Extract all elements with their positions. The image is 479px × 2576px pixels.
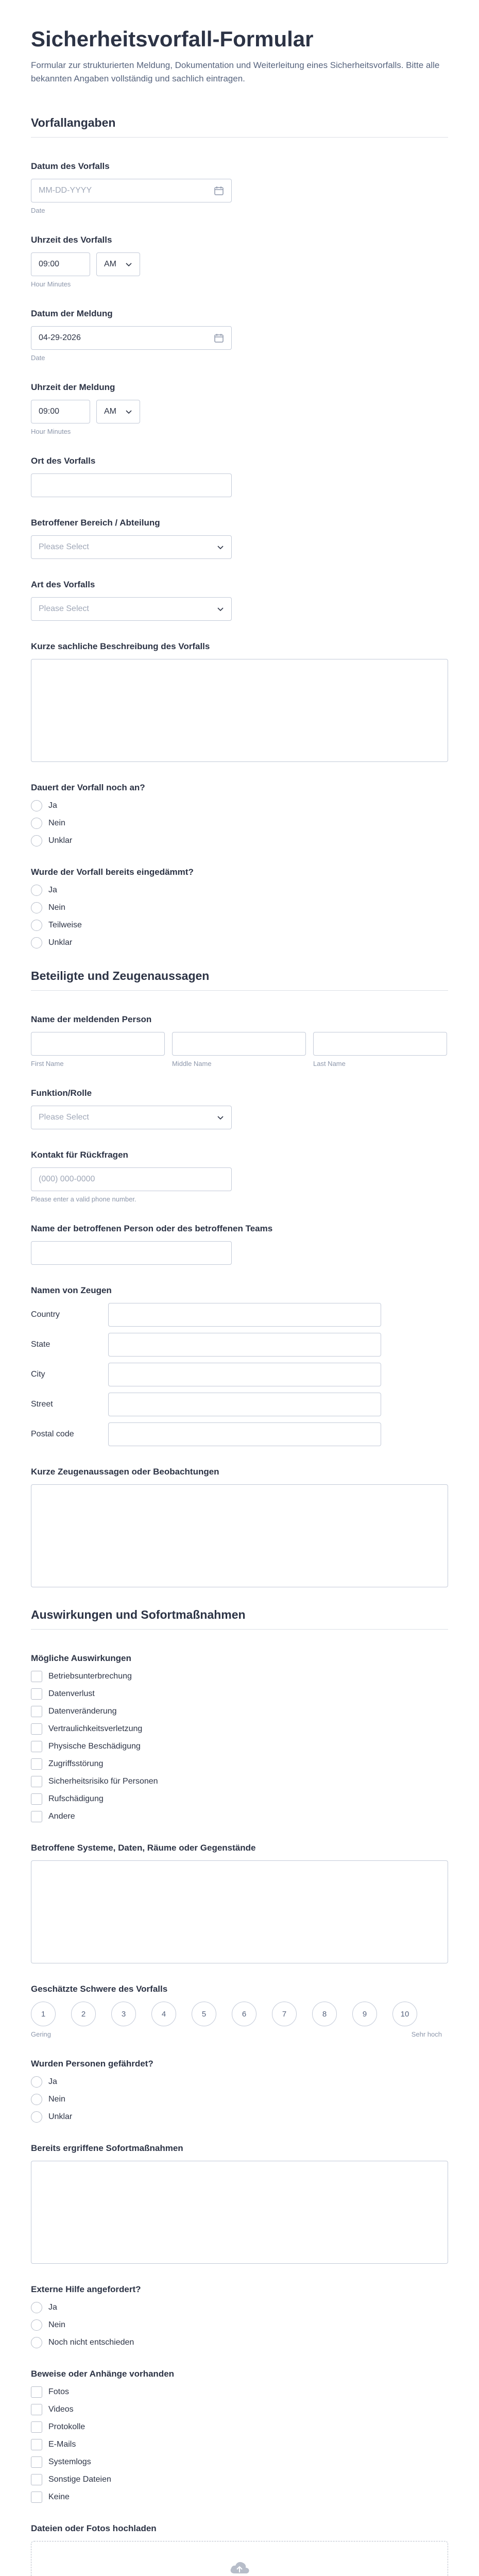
role-select[interactable] <box>31 1106 232 1129</box>
affected-team-input[interactable] <box>31 1241 232 1265</box>
scale-option-2[interactable]: 2 <box>71 2002 96 2026</box>
field-label: Kurze Zeugenaussagen oder Beobachtungen <box>31 1467 219 1477</box>
row-label: City <box>31 1370 45 1379</box>
checkbox[interactable] <box>31 2421 42 2433</box>
incident-date-field <box>31 161 448 214</box>
row-label: Street <box>31 1400 53 1409</box>
cloud-upload-icon <box>228 2559 251 2576</box>
radio-button[interactable] <box>31 920 42 931</box>
chevron-down-icon <box>125 408 132 415</box>
select-placeholder: Please Select <box>39 1113 89 1122</box>
field-label: Art des Vorfalls <box>31 580 95 590</box>
option-label: Teilweise <box>48 921 82 930</box>
option-label: Physische Beschädigung <box>48 1742 141 1751</box>
checkbox-option[interactable] <box>31 2492 448 2503</box>
checkbox[interactable] <box>31 1688 42 1700</box>
radio-button[interactable] <box>31 2302 42 2313</box>
section-vorfallangaben <box>31 116 448 948</box>
field-label: Funktion/Rolle <box>31 1088 92 1098</box>
checkbox-option[interactable] <box>31 1723 448 1735</box>
option-label: Keine <box>48 2493 70 2502</box>
option-label: Systemlogs <box>48 2458 91 2467</box>
checkbox-option[interactable] <box>31 2404 448 2415</box>
report-time-input[interactable]: 09:00 <box>31 400 90 423</box>
row-label: Postal code <box>31 1430 74 1439</box>
witness-row <box>31 1422 412 1446</box>
radio-option[interactable] <box>31 2076 448 2088</box>
date-placeholder: MM-DD-YYYY <box>39 186 92 195</box>
checkbox-option[interactable] <box>31 2439 448 2450</box>
first-name-input[interactable] <box>31 1032 165 1056</box>
impacts-field <box>31 1653 448 1822</box>
section-title: Auswirkungen und Sofortmaßnahmen <box>31 1608 448 1630</box>
scale-option-9[interactable]: 9 <box>352 2002 377 2026</box>
form-title: Sicherheitsvorfall-Formular <box>31 27 314 51</box>
field-label: Geschätzte Schwere des Vorfalls <box>31 1984 168 1994</box>
date-value: 04-29-2026 <box>39 333 81 343</box>
option-label: Noch nicht entschieden <box>48 2338 134 2347</box>
option-label: Ja <box>48 801 57 810</box>
checkbox[interactable] <box>31 2474 42 2485</box>
witness-row <box>31 1363 412 1386</box>
sublabel: First Name <box>31 1060 64 1068</box>
radio-button[interactable] <box>31 937 42 948</box>
report-time-field <box>31 382 448 435</box>
field-label: Beweise oder Anhänge vorhanden <box>31 2369 175 2379</box>
field-label: Uhrzeit der Meldung <box>31 382 115 393</box>
report-date-input[interactable] <box>31 326 232 350</box>
option-label: Andere <box>48 1812 75 1821</box>
field-label: Betroffener Bereich / Abteilung <box>31 518 160 528</box>
scale-option-6[interactable]: 6 <box>232 2002 256 2026</box>
radio-button[interactable] <box>31 2076 42 2088</box>
row-label: Country <box>31 1310 60 1319</box>
sublabel: Hour Minutes <box>31 280 71 289</box>
option-label: Betriebsunterbrechung <box>48 1672 132 1681</box>
witness-input[interactable] <box>108 1333 381 1357</box>
checkbox-option[interactable] <box>31 2474 448 2485</box>
radio-button[interactable] <box>31 835 42 846</box>
reporter-name-field <box>31 1014 448 1067</box>
report-date-field <box>31 309 448 362</box>
option-label: Ja <box>48 2077 57 2087</box>
option-label: Nein <box>48 2320 65 2330</box>
checkbox-option[interactable] <box>31 1706 448 1717</box>
checkbox[interactable] <box>31 1811 42 1822</box>
option-label: Datenveränderung <box>48 1707 117 1716</box>
sublabel: Last Name <box>313 1060 346 1068</box>
witness-input[interactable] <box>108 1422 381 1446</box>
option-label: Sonstige Dateien <box>48 2475 111 2484</box>
systems-textarea[interactable] <box>31 1860 448 1963</box>
radio-option[interactable] <box>31 800 448 811</box>
radio-button[interactable] <box>31 2111 42 2123</box>
scale-option-4[interactable]: 4 <box>151 2002 176 2026</box>
radio-option[interactable] <box>31 920 448 931</box>
role-field <box>31 1088 448 1129</box>
statements-textarea[interactable] <box>31 1484 448 1587</box>
scale-high-label: Sehr hoch <box>411 2030 442 2039</box>
field-label: Datum der Meldung <box>31 309 113 319</box>
checkbox[interactable] <box>31 2404 42 2415</box>
witness-input[interactable] <box>108 1303 381 1327</box>
type-field <box>31 580 448 621</box>
calendar-icon[interactable] <box>214 333 224 343</box>
checkbox[interactable] <box>31 1758 42 1770</box>
last-name-input[interactable] <box>313 1032 447 1056</box>
radio-option[interactable] <box>31 885 448 896</box>
checkbox[interactable] <box>31 2492 42 2503</box>
option-label: Ja <box>48 2303 57 2312</box>
radio-option[interactable] <box>31 2111 448 2123</box>
radio-option[interactable] <box>31 902 448 913</box>
witness-row <box>31 1303 412 1327</box>
section-auswirkungen <box>31 1608 448 2576</box>
summary-textarea[interactable] <box>31 659 448 762</box>
sublabel: Date <box>31 207 45 215</box>
upload-field <box>31 2523 448 2576</box>
checkbox[interactable] <box>31 2456 42 2468</box>
field-label: Uhrzeit des Vorfalls <box>31 235 112 245</box>
checkbox[interactable] <box>31 1793 42 1805</box>
witness-row <box>31 1393 412 1416</box>
option-label: Datenverlust <box>48 1689 95 1699</box>
checkbox-option[interactable] <box>31 1671 448 1682</box>
radio-option[interactable] <box>31 2319 448 2331</box>
scale-option-3[interactable]: 3 <box>111 2002 136 2026</box>
option-label: Protokolle <box>48 2422 85 2432</box>
option-label: Nein <box>48 819 65 828</box>
checkbox[interactable] <box>31 1741 42 1752</box>
field-label: Dauert der Vorfall noch an? <box>31 783 145 793</box>
option-label: Unklar <box>48 938 73 947</box>
option-label: Ja <box>48 886 57 895</box>
option-label: Zugriffsstörung <box>48 1759 104 1769</box>
row-label: State <box>31 1340 50 1349</box>
option-label: Nein <box>48 2095 65 2104</box>
contained-field <box>31 867 448 948</box>
measures-field <box>31 2143 448 2264</box>
scale-option-10[interactable]: 10 <box>392 2002 417 2026</box>
witness-row <box>31 1333 412 1357</box>
radio-option[interactable] <box>31 2302 448 2313</box>
option-label: E-Mails <box>48 2440 76 2449</box>
contact-field <box>31 1150 448 1203</box>
incident-ampm-select[interactable] <box>96 252 140 276</box>
checkbox-option[interactable] <box>31 1688 448 1700</box>
statements-field <box>31 1467 448 1587</box>
field-label: Betroffene Systeme, Daten, Räume oder Gegenstände <box>31 1843 256 1853</box>
option-label: Videos <box>48 2405 74 2414</box>
summary-field <box>31 641 448 762</box>
sublabel: Date <box>31 354 45 362</box>
field-label: Wurden Personen gefährdet? <box>31 2059 153 2069</box>
severity-field <box>31 1984 448 2038</box>
option-label: Rufschädigung <box>48 1794 104 1804</box>
sublabel: Hour Minutes <box>31 428 71 436</box>
ampm-value: AM <box>104 260 116 269</box>
scale-option-8[interactable]: 8 <box>312 2002 337 2026</box>
radio-option[interactable] <box>31 835 448 846</box>
type-select[interactable] <box>31 597 232 621</box>
option-label: Fotos <box>48 2387 70 2397</box>
checkbox-option[interactable] <box>31 1776 448 1787</box>
checkbox-option[interactable] <box>31 2456 448 2468</box>
scale-low-label: Gering <box>31 2030 52 2039</box>
form-description: Formular zur strukturierten Meldung, Dokumentation und Weiterleitung eines Sicherheitsvorfalls. Bitte alle bekannten Angaben vollständig und sachlich eintragen. <box>31 60 440 83</box>
radio-option[interactable] <box>31 2337 448 2348</box>
field-label: Kontakt für Rückfragen <box>31 1150 128 1160</box>
chevron-down-icon <box>217 1114 224 1121</box>
chevron-down-icon <box>125 261 132 268</box>
witness-input[interactable] <box>108 1393 381 1416</box>
checkbox[interactable] <box>31 1706 42 1717</box>
affected-team-field <box>31 1224 448 1265</box>
incident-date-input[interactable] <box>31 179 232 202</box>
sublabel: Please enter a valid phone number. <box>31 1195 136 1204</box>
witnesses-field <box>31 1285 448 1446</box>
option-label: Vertraulichkeitsverletzung <box>48 1724 143 1734</box>
measures-textarea[interactable] <box>31 2161 448 2264</box>
section-beteiligte <box>31 969 448 1587</box>
checkbox[interactable] <box>31 1723 42 1735</box>
systems-field <box>31 1843 448 1963</box>
field-label: Kurze sachliche Beschreibung des Vorfalls <box>31 641 210 652</box>
area-select[interactable] <box>31 535 232 559</box>
field-label: Ort des Vorfalls <box>31 456 96 466</box>
ampm-value: AM <box>104 407 116 416</box>
field-label: Wurde der Vorfall bereits eingedämmt? <box>31 867 194 877</box>
radio-button[interactable] <box>31 902 42 913</box>
checkbox[interactable] <box>31 2439 42 2450</box>
witness-input[interactable] <box>108 1363 381 1386</box>
section-title: Beteiligte und Zeugenaussagen <box>31 969 448 991</box>
section-title: Vorfallangaben <box>31 116 448 138</box>
checkbox-option[interactable] <box>31 1811 448 1822</box>
chevron-down-icon <box>217 544 224 551</box>
area-field <box>31 518 448 559</box>
checkbox-option[interactable] <box>31 1793 448 1805</box>
radio-button[interactable] <box>31 885 42 896</box>
checkbox-option[interactable] <box>31 1758 448 1770</box>
file-dropzone[interactable] <box>31 2541 448 2576</box>
checkbox[interactable] <box>31 1776 42 1787</box>
field-label: Namen von Zeugen <box>31 1285 112 1296</box>
option-label: Sicherheitsrisiko für Personen <box>48 1777 158 1786</box>
select-placeholder: Please Select <box>39 543 89 552</box>
radio-button[interactable] <box>31 2094 42 2105</box>
radio-option[interactable] <box>31 937 448 948</box>
middle-name-input[interactable] <box>172 1032 306 1056</box>
scale-option-1[interactable]: 1 <box>31 2002 56 2026</box>
field-label: Externe Hilfe angefordert? <box>31 2284 141 2295</box>
field-label: Mögliche Auswirkungen <box>31 1653 131 1664</box>
sublabel: Middle Name <box>172 1060 212 1068</box>
checkbox[interactable] <box>31 2386 42 2398</box>
location-field <box>31 456 448 497</box>
field-label: Name der betroffenen Person oder des betroffenen Teams <box>31 1224 273 1234</box>
radio-button[interactable] <box>31 2337 42 2348</box>
option-label: Nein <box>48 903 65 912</box>
scale-option-5[interactable]: 5 <box>192 2002 216 2026</box>
checkbox-option[interactable] <box>31 2421 448 2433</box>
external-help-field <box>31 2284 448 2348</box>
radio-button[interactable] <box>31 2319 42 2331</box>
phone-input[interactable]: (000) 000-0000 <box>31 1167 232 1191</box>
incident-time-field <box>31 235 448 288</box>
field-label: Dateien oder Fotos hochladen <box>31 2523 157 2534</box>
location-input[interactable] <box>31 473 232 497</box>
ongoing-field <box>31 783 448 846</box>
select-placeholder: Please Select <box>39 604 89 614</box>
option-label: Unklar <box>48 2112 73 2122</box>
calendar-icon[interactable] <box>214 185 224 196</box>
checkbox-option[interactable] <box>31 2386 448 2398</box>
checkbox-option[interactable] <box>31 1741 448 1752</box>
checkbox[interactable] <box>31 1671 42 1682</box>
scale-option-7[interactable]: 7 <box>272 2002 297 2026</box>
report-ampm-select[interactable] <box>96 400 140 423</box>
field-label: Name der meldenden Person <box>31 1014 152 1025</box>
incident-time-input[interactable]: 09:00 <box>31 252 90 276</box>
field-label: Bereits ergriffene Sofortmaßnahmen <box>31 2143 183 2154</box>
radio-option[interactable] <box>31 2094 448 2105</box>
radio-option[interactable] <box>31 818 448 829</box>
chevron-down-icon <box>217 605 224 613</box>
radio-button[interactable] <box>31 818 42 829</box>
evidence-field <box>31 2369 448 2503</box>
option-label: Unklar <box>48 836 73 845</box>
endangered-field <box>31 2059 448 2123</box>
field-label: Datum des Vorfalls <box>31 161 110 172</box>
radio-button[interactable] <box>31 800 42 811</box>
